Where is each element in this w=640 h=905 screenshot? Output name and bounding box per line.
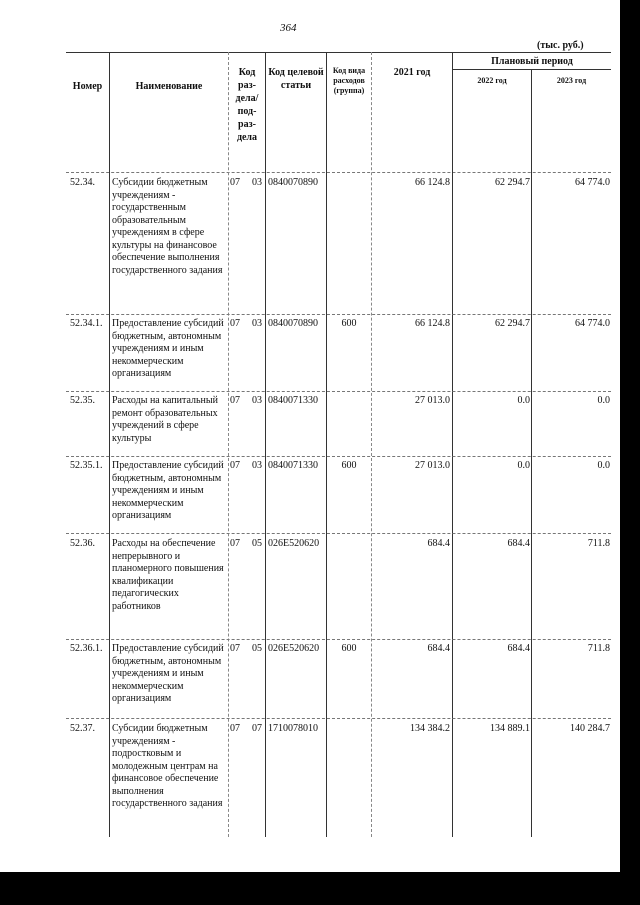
row-name: Предоставление субсидий бюджетным, автономным учреждениям и иным некоммерческим организациям — [112, 318, 224, 379]
header-2023: 2023 год — [556, 76, 587, 85]
row-2023: 140 284.7 — [570, 723, 610, 734]
scan-border-right — [620, 0, 640, 905]
row-separator — [66, 718, 611, 719]
header-2021: 2021 год — [393, 67, 431, 78]
col-sep-2 — [228, 52, 229, 837]
row-number: 52.37. — [70, 723, 95, 734]
row-target: 026E520620 — [268, 538, 320, 549]
row-podrazdel: 03 — [252, 318, 262, 329]
col-sep-3 — [265, 52, 266, 837]
table-top-border — [66, 52, 611, 53]
row-podrazdel: 05 — [252, 643, 262, 654]
row-2023: 64 774.0 — [575, 177, 610, 188]
row-2022: 0.0 — [517, 460, 530, 471]
row-2021: 66 124.8 — [415, 318, 450, 329]
row-2022: 62 294.7 — [495, 318, 530, 329]
row-expense-type: 600 — [341, 318, 357, 329]
row-2021: 27 013.0 — [415, 395, 450, 406]
header-2022: 2022 год — [477, 76, 507, 85]
row-2021: 134 384.2 — [410, 723, 450, 734]
row-razdel: 07 — [230, 643, 240, 654]
col-sep-6 — [452, 52, 453, 837]
page-number: 364 — [280, 22, 297, 34]
row-target: 1710078010 — [268, 723, 318, 734]
col-sep-4 — [326, 52, 327, 837]
row-2023: 0.0 — [597, 460, 610, 471]
header-section: Код раз-дела/ под-раз-дела — [235, 67, 259, 143]
row-razdel: 07 — [230, 723, 240, 734]
row-target: 0840070890 — [268, 318, 318, 329]
col-sep-5 — [371, 52, 372, 837]
row-2022: 62 294.7 — [495, 177, 530, 188]
row-2021: 27 013.0 — [415, 460, 450, 471]
row-separator — [66, 391, 611, 392]
row-2021: 66 124.8 — [415, 177, 450, 188]
row-razdel: 07 — [230, 177, 240, 188]
row-expense-type: 600 — [341, 643, 357, 654]
row-2023: 0.0 — [597, 395, 610, 406]
row-expense-type: 600 — [341, 460, 357, 471]
row-number: 52.34.1. — [70, 318, 103, 329]
row-target: 026E520620 — [268, 643, 320, 654]
header-planned-period: Плановый период — [491, 56, 573, 67]
row-2022: 684.4 — [507, 643, 530, 654]
row-number: 52.36. — [70, 538, 95, 549]
row-podrazdel: 03 — [252, 177, 262, 188]
row-number: 52.34. — [70, 177, 95, 188]
row-2023: 711.8 — [587, 643, 610, 654]
row-name: Предоставление субсидий бюджетным, автономным учреждениям и иным некоммерческим организациям — [112, 460, 224, 521]
row-razdel: 07 — [230, 538, 240, 549]
row-razdel: 07 — [230, 460, 240, 471]
row-razdel: 07 — [230, 318, 240, 329]
row-2022: 0.0 — [517, 395, 530, 406]
row-podrazdel: 05 — [252, 538, 262, 549]
row-2021: 684.4 — [427, 538, 450, 549]
row-separator — [66, 314, 611, 315]
row-name: Расходы на обеспечение непрерывного и планомерного повышения квалификации педагогических работников — [112, 538, 224, 612]
row-number: 52.35.1. — [70, 460, 103, 471]
row-2023: 711.8 — [587, 538, 610, 549]
col-sep-1 — [109, 52, 110, 837]
row-name: Расходы на капитальный ремонт образовательных учреждений в сфере культуры — [112, 395, 218, 444]
row-separator — [66, 639, 611, 640]
row-razdel: 07 — [230, 395, 240, 406]
row-name: Предоставление субсидий бюджетным, автономным учреждениям и иным некоммерческим организациям — [112, 643, 224, 704]
row-podrazdel: 07 — [252, 723, 262, 734]
row-separator — [66, 456, 611, 457]
row-podrazdel: 03 — [252, 460, 262, 471]
header-bottom-border — [66, 172, 611, 173]
row-number: 52.35. — [70, 395, 95, 406]
row-target: 0840071330 — [268, 460, 318, 471]
row-name: Субсидии бюджетным учреждениям - подростковым и молодежным центрам на финансовое обеспечение выполнения государственного задания — [112, 723, 223, 809]
row-2021: 684.4 — [427, 643, 450, 654]
row-target: 0840070890 — [268, 177, 318, 188]
row-podrazdel: 03 — [252, 395, 262, 406]
row-2022: 134 889.1 — [490, 723, 530, 734]
header-name: Наименование — [135, 81, 203, 92]
header-target: Код целевой статьи — [268, 67, 324, 91]
row-name: Субсидии бюджетным учреждениям - государственным образовательным учреждениям в сфере культуры на финансовое обеспечение выполнения государственного задания — [112, 177, 223, 276]
row-separator — [66, 533, 611, 534]
units-label: (тыс. руб.) — [537, 40, 584, 51]
row-2022: 684.4 — [507, 538, 530, 549]
row-2023: 64 774.0 — [575, 318, 610, 329]
row-number: 52.36.1. — [70, 643, 103, 654]
header-expense-type: Код вида расходов (группа) — [332, 66, 366, 95]
header-number: Номер — [72, 81, 103, 92]
scan-border-bottom — [0, 872, 640, 905]
row-target: 0840071330 — [268, 395, 318, 406]
